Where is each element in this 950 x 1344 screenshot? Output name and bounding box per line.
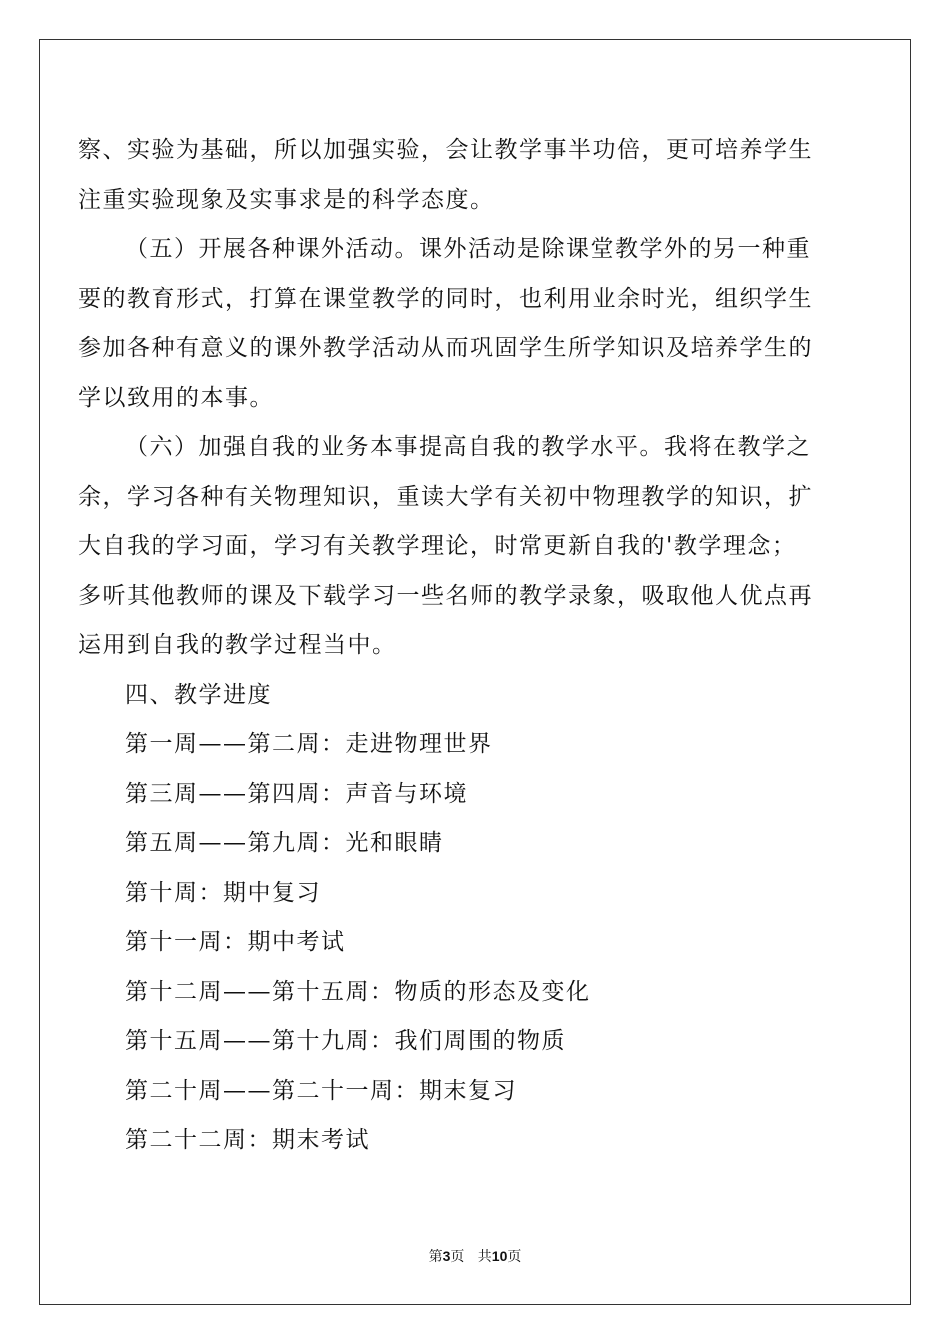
schedule-item: 第三周——第四周：声音与环境 <box>125 780 468 807</box>
text-line: 余，学习各种有关物理知识，重读大学有关初中物理教学的知识，扩 <box>78 483 813 510</box>
text-line: 要的教育形式，打算在课堂教学的同时，也利用业余时光，组织学生 <box>78 285 813 312</box>
schedule-item: 第五周——第九周：光和眼睛 <box>125 830 444 856</box>
page-footer <box>0 1246 950 1266</box>
footer-page-prefix: 第 <box>428 1249 443 1265</box>
text-line: 多听其他教师的课及下载学习一些名师的教学录象，吸取他人优点再 <box>78 582 813 609</box>
schedule-item: 第十周：期中复习 <box>125 879 321 906</box>
footer-total-suffix: 页 <box>507 1249 522 1265</box>
schedule-item: 第一周——第二周：走进物理世界 <box>125 731 493 757</box>
paragraph-first-line: （五）开展各种课外活动。课外活动是除课堂教学外的另一种重 <box>125 236 811 262</box>
text-line: 运用到自我的教学过程当中。 <box>78 632 397 658</box>
footer-total-pages: 10 <box>491 1248 508 1264</box>
footer-total-prefix: 共 <box>477 1249 492 1265</box>
schedule-item: 第二十周——第二十一周：期末复习 <box>125 1077 517 1104</box>
text-line: 学以致用的本事。 <box>78 384 274 411</box>
text-line: 察、实验为基础，所以加强实验，会让教学事半功倍，更可培养学生 <box>78 137 813 163</box>
footer-page-suffix: 页 <box>450 1249 465 1265</box>
document-body <box>78 126 838 1166</box>
schedule-item: 第二十二周：期末考试 <box>125 1127 370 1153</box>
schedule-item: 第十五周——第十九周：我们周围的物质 <box>125 1028 566 1054</box>
paragraph-first-line: （六）加强自我的业务本事提高自我的教学水平。我将在教学之 <box>125 434 811 460</box>
schedule-item: 第十一周：期中考试 <box>125 929 346 955</box>
section-heading: 四、教学进度 <box>125 681 272 708</box>
text-line: 大自我的学习面，学习有关教学理论，时常更新自我的'教学理念； <box>78 533 797 559</box>
text-line: 注重实验现象及实事求是的科学态度。 <box>78 186 495 213</box>
schedule-item: 第十二周——第十五周：物质的形态及变化 <box>125 978 591 1005</box>
text-line: 参加各种有意义的课外教学活动从而巩固学生所学知识及培养学生的 <box>78 335 813 361</box>
footer-page-number: 3 <box>442 1248 451 1264</box>
